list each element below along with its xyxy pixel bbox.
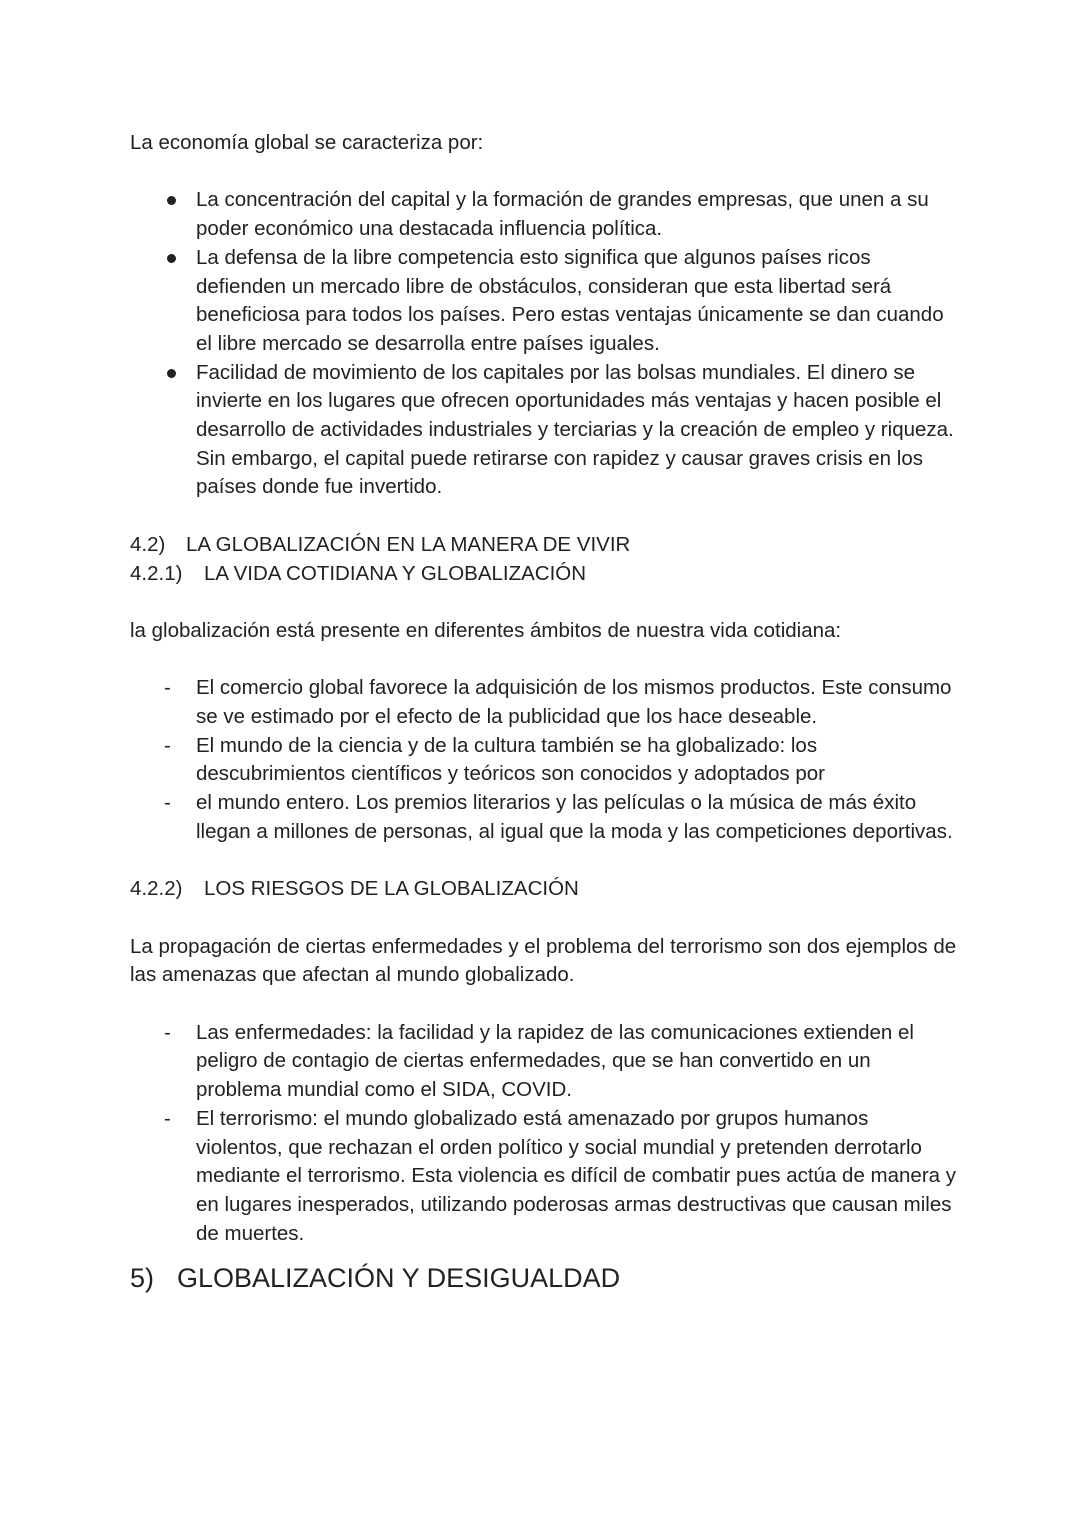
section-number: 4.2.2): [130, 877, 183, 901]
list-item: [130, 359, 960, 503]
section-title: LOS RIESGOS DE LA GLOBALIZACIÓN: [204, 877, 579, 901]
spacer: [130, 646, 960, 675]
dash-marker: -: [164, 733, 171, 757]
dash-marker: -: [164, 1106, 171, 1130]
dash-marker: -: [164, 1020, 171, 1044]
section-heading-4-2-1: [130, 560, 960, 589]
document-page: [130, 129, 960, 1298]
risks-dash-list: [130, 1019, 960, 1249]
list-item-text: El mundo de la ciencia y de la cultura también se ha globalizado: los descubrimientos científicos y teóricos son conocidos y adoptados por: [196, 733, 826, 786]
spacer: [130, 588, 960, 617]
bullet-icon: [167, 196, 176, 205]
section-title: LA GLOBALIZACIÓN EN LA MANERA DE VIVIR: [186, 532, 631, 556]
dash-marker: -: [164, 676, 171, 700]
section-title: GLOBALIZACIÓN Y DESIGUALDAD: [177, 1263, 621, 1294]
daily-life-dash-list: [130, 674, 960, 846]
intro-paragraph: La economía global se caracteriza por:: [130, 131, 484, 154]
bullet-icon: [167, 254, 176, 263]
list-item: [130, 789, 960, 846]
section-number: 4.2.1): [130, 561, 183, 585]
section-number: 5): [130, 1263, 155, 1294]
list-item-text: El terrorismo: el mundo globalizado está amenazado por grupos humanos violentos, que rechazan el orden político y social mundial y pretenden derrotarlo mediante el terrorismo. Esta violencia es difícil de combatir pues actúa de manera y en lugares inesperados, utilizando poderosas armas destructivas que causan miles de muertes.: [196, 1106, 957, 1245]
list-item-text: La concentración del capital y la formación de grandes empresas, que unen a su poder económico una destacada influencia política.: [196, 188, 929, 241]
list-item-text: el mundo entero. Los premios literarios y las películas o la música de más éxito llegan a millones de personas, al igual que la moda y las competiciones deportivas.: [196, 791, 953, 843]
list-item-text: La defensa de la libre competencia esto significa que algunos países ricos defienden un mercado libre de obstáculos, consideran que esta libertad será beneficiosa para todos los países. Pero estas ventajas únicamente se dan cuando el libre mercado se desarrolla entre países iguales.: [196, 245, 944, 355]
list-item: [130, 186, 960, 243]
economy-bullet-list: [130, 186, 960, 502]
list-item-text: El comercio global favorece la adquisición de los mismos productos. Este consumo se ve estimado por el efecto de la publicidad que los hace deseable.: [196, 676, 952, 728]
risks-paragraph: La propagación de ciertas enfermedades y el problema del terrorismo son dos ejemplos de las amenazas que afectan al mundo globalizado.: [130, 934, 957, 987]
list-item: [130, 674, 960, 731]
section-heading-4-2-2: [130, 875, 960, 904]
section-number: 4.2): [130, 532, 166, 556]
list-item: [130, 244, 960, 359]
spacer: [130, 847, 960, 876]
list-item-text: Facilidad de movimiento de los capitales por las bolsas mundiales. El dinero se invierte en los lugares que ofrecen oportunidades más ventajas y hacen posible el desarrollo de actividades industriales y terciarias y la creación de empleo y riqueza. Sin embargo, el capital puede retirarse con rapidez y causar graves crisis en los países donde fue invertido.: [196, 360, 954, 499]
dash-marker: -: [164, 791, 171, 815]
spacer: [130, 904, 960, 933]
daily-life-paragraph: la globalización está presente en diferentes ámbitos de nuestra vida cotidiana:: [130, 618, 842, 642]
list-item: [130, 1019, 960, 1105]
spacer: [130, 502, 960, 531]
bullet-icon: [167, 369, 176, 378]
section-heading-4-2: [130, 531, 960, 560]
spacer: [130, 158, 960, 187]
list-item: [130, 1105, 960, 1249]
list-item-text: Las enfermedades: la facilidad y la rapidez de las comunicaciones extienden el peligro de contagio de ciertas enfermedades, que se han convertido en un problema mundial como el SIDA, COVID.: [196, 1020, 914, 1102]
spacer: [130, 990, 960, 1019]
section-title: LA VIDA COTIDIANA Y GLOBALIZACIÓN: [204, 561, 587, 585]
section-heading-5: [130, 1258, 960, 1298]
list-item: [130, 732, 960, 789]
